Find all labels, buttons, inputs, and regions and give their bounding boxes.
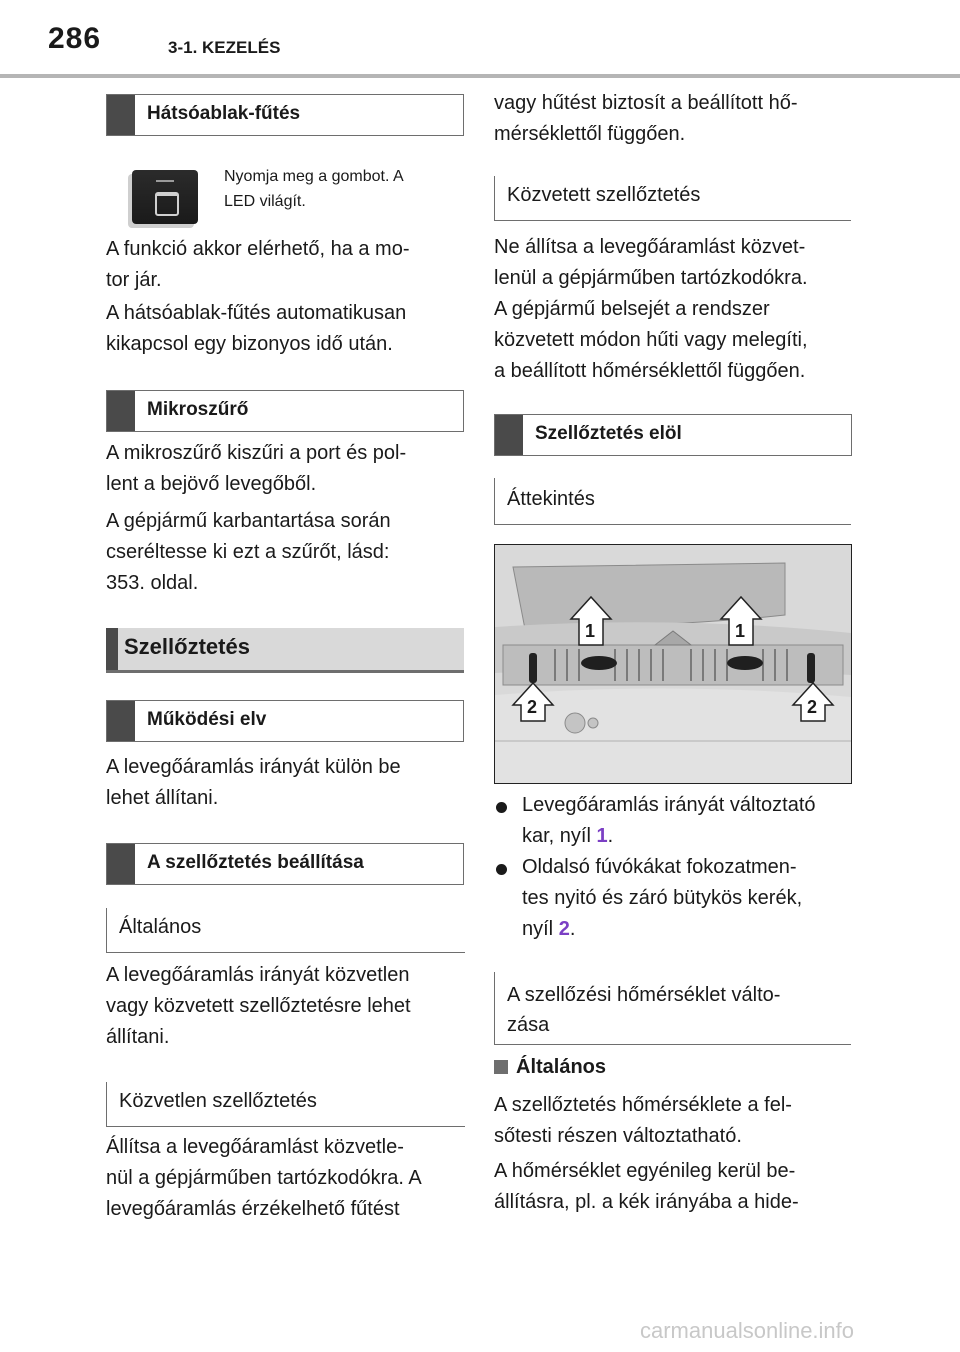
paragraph: A mikroszűrő kiszűri a port és pol- lent a bejövő levegőből. [106,442,407,495]
subsection-temperature-change: A szellőzési hőmérséklet válto- zása [494,972,851,1045]
arrow-label-1-right: 1 [735,621,746,641]
rear-defrost-button-icon [132,170,198,224]
paragraph: A hőmérséklet egyénileg kerül be- állításra, pl. a kék irányába a hide- [494,1160,799,1213]
section-front-ventilation [494,414,852,456]
led-indicator [156,180,174,182]
main-section-ventilation [106,628,464,673]
arrow-label-1-left: 1 [585,621,596,641]
list-item: Levegőáramlás irányát változtató kar, nyíl 1. [496,790,860,856]
subsection-direct-ventilation: Közvetlen szellőztetés [106,1082,465,1127]
paragraph: vagy hűtést biztosít a beállított hő- mérséklettől függően. [494,92,798,145]
section-title: A szellőztetés beállítása [147,852,364,873]
page-number: 286 [48,22,102,55]
paragraph: Állítsa a levegőáramlást közvetle- nül a gépjárműben tartózkodókra. A levegőáramlás érzékelhető fűtést [106,1136,422,1220]
paragraph: Ne állítsa a levegőáramlást közvet- lenül a gépjárműben tartózkodókra. A gépjármű belsejét a rendszer közvetett módon hűti vagy melegíti, a beállított hőmérséklettől függően. [494,236,808,382]
callout-number: 2 [558,918,570,940]
section-ventilation-settings [106,843,464,885]
paragraph: A szellőztetés hőmérséklete a fel- sőtesti részen változtatható. [494,1094,792,1147]
section-title: Hátsóablak-fűtés [147,103,301,124]
arrow-label-2-right: 2 [807,697,818,717]
watermark: carmanualsonline.info [640,1318,855,1343]
header-rule [0,74,960,78]
rear-defrost-icon [155,192,179,216]
square-marker-icon [494,1060,508,1074]
bullet-icon [496,802,507,813]
dashboard-vents-illustration [494,544,852,784]
section-microfilter [106,390,464,432]
chapter-title: 3-1. KEZELÉS [168,38,281,57]
callout-number: 1 [596,825,608,847]
paragraph: A gépjármű karbantartása során cseréltesse ki ezt a szűrőt, lásd: 353. oldal. [106,510,391,594]
subheading-general: Általános [494,1056,794,1084]
section-title: Mikroszűrő [147,399,249,420]
section-rear-window-heating [106,94,464,136]
arrow-label-2-left: 2 [527,697,538,717]
section-title: Szellőztetés elöl [535,423,682,444]
list-item: Oldalsó fúvókákat fokozatmen- tes nyitó és záró bütykös kerék, nyíl 2. [496,852,860,948]
button-note: Nyomja meg a gombot. A LED világít. [224,168,404,210]
paragraph: A hátsóablak-fűtés automatikusan kikapcsol egy bizonyos idő után. [106,302,407,355]
paragraph: A levegőáramlás irányát külön be lehet állítani. [106,756,401,809]
subsection-overview: Áttekintés [494,478,851,525]
subsection-general: Általános [106,908,465,953]
section-title: Működési elv [147,709,267,730]
paragraph: A funkció akkor elérhető, ha a mo- tor jár. [106,238,410,291]
section-operation [106,700,464,742]
bullet-icon [496,864,507,875]
main-section-title: Szellőztetés [124,634,250,659]
subsection-indirect-ventilation: Közvetett szellőztetés [494,176,851,221]
paragraph: A levegőáramlás irányát közvetlen vagy közvetett szellőztetésre lehet állítani. [106,964,411,1048]
